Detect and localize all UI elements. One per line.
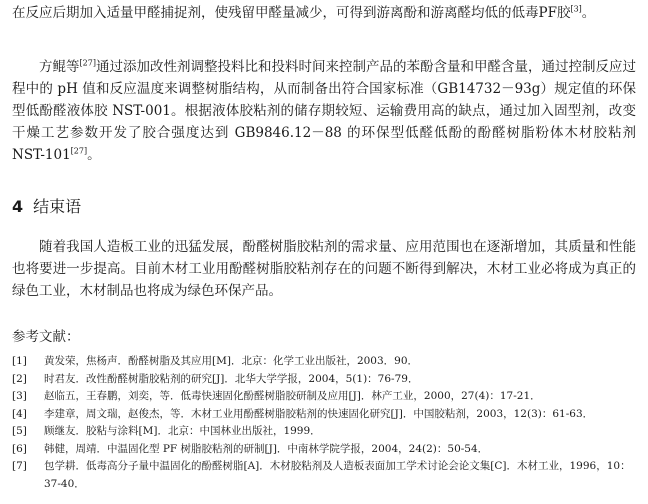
reference-text: 时君友．改性酚醛树脂胶粘剂的研究[J]．北华大学学报，2004，5(1)：76-79． — [44, 372, 419, 385]
reference-number: [2] — [12, 372, 27, 385]
reference-item — [12, 353, 636, 371]
paragraph-3-text: 随着我国人造板工业的迅猛发展，酚醛树脂胶粘剂的需求量、应用范围也在逐渐增加，其质量和性能也将要进一步提高。目前木材工业用酚醛树脂胶粘剂存在的问题不断得到解决，木材工业必将成为真正的绿色工业，木材制品也将成为绿色环保产品。 — [12, 239, 636, 299]
paragraph-3 — [0, 236, 648, 302]
paragraph-2-text-cont: 通过添加改性剂调整投料比和投料时间来控制产品的苯酚含量和甲醛含量，通过控制反应过程中的 pH 值和反应温度来调整树脂结构，从而制备出符合国家标准（GB14732－93g）规定值的环保型低酚醛液体胶 NST-001。根据液体胶粘剂的储存期较短、运输费用高的缺点，通过加入固型剂，改变干燥工艺参数开发了胶合强度达到 GB9846.12－88 的环保型低醛低酚的酚醛树脂粉体木材胶粘剂 NST-101 — [12, 59, 637, 163]
paragraph-1-end: 。 — [581, 5, 596, 21]
citation: [27] — [79, 58, 96, 68]
reference-number: [1] — [12, 355, 27, 367]
reference-item — [12, 441, 636, 459]
section-title-text: 结束语 — [33, 197, 82, 216]
reference-item — [12, 458, 636, 493]
citation: [3] — [570, 4, 582, 14]
reference-text: 李建章，周文瑞，赵俊杰，等．木材工业用酚醛树脂胶粘剂的快速固化研究[J]．中国胶粘剂，2003，12(3)：61-63． — [44, 407, 594, 420]
reference-item — [12, 371, 636, 389]
reference-text: 赵临五，王春鹏，刘奕，等．低毒快速固化酚醛树脂胶研制及应用[J]．林产工业，2000，27(4)：17-21． — [44, 390, 541, 402]
reference-item — [12, 423, 636, 441]
references-list — [12, 353, 636, 493]
paragraph-2-end: 。 — [87, 147, 101, 163]
paragraph-2 — [0, 56, 648, 166]
paragraph-2-text: 方鲲等 — [39, 59, 80, 75]
reference-number: [6] — [12, 442, 27, 455]
reference-text: 韩健，周靖．中温固化型 PF 树脂胶粘剂的研制[J]．中南林学院学报，2004，24(2)：50-54． — [44, 442, 489, 455]
reference-text: 包学耕．低毒高分子量中温固化的酚醛树脂[A]．木材胶粘剂及人造板表面加工学术讨论会论文集[C]．木材工业，1996，10：37-40． — [44, 460, 631, 490]
paragraph-1-text: 在反应后期加入适量甲醛捕捉剂，使残留甲醛量减少，可得到游离酚和游离醛均低的低毒PF胶 — [12, 5, 571, 21]
paragraph-1 — [0, 2, 648, 24]
reference-item — [12, 388, 636, 406]
reference-text: 黄发荣，焦杨声．酚醛树脂及其应用[M]．北京：化学工业出版社，2003．90． — [44, 355, 419, 367]
reference-number: [5] — [12, 425, 27, 437]
section-heading — [12, 196, 81, 218]
reference-item — [12, 406, 636, 424]
reference-text: 顾继友．胶粘与涂料[M]．北京：中国林业出版社，1999． — [44, 425, 321, 437]
references-heading: 参考文献： — [12, 329, 80, 345]
reference-number: [3] — [12, 390, 27, 402]
reference-number: [4] — [12, 407, 27, 420]
citation: [27] — [70, 146, 88, 156]
section-number: 4 — [12, 197, 24, 216]
reference-number: [7] — [12, 460, 27, 472]
